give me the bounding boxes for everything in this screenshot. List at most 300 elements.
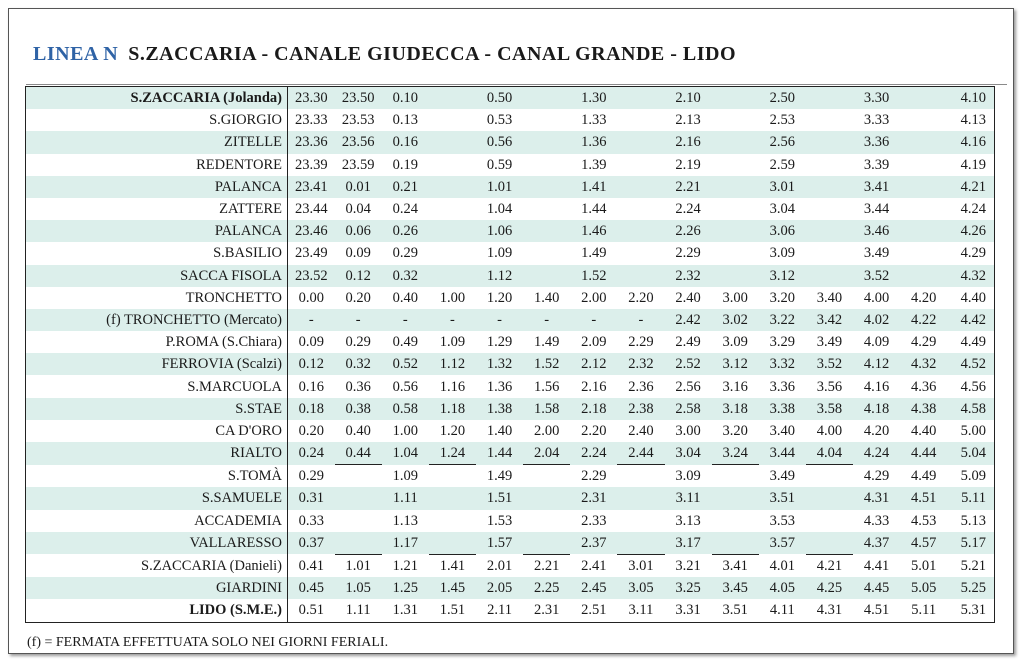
departure-time: [429, 154, 476, 176]
table-row: [26, 131, 995, 153]
departure-time: 0.24: [392, 201, 418, 218]
departure-time: 3.20: [722, 422, 748, 439]
departure-time: 5.31: [960, 602, 986, 619]
departure-time: [712, 198, 759, 220]
departure-time: 2.45: [570, 577, 617, 599]
departure-time: [429, 87, 476, 110]
departure-time: [429, 510, 476, 532]
departure-time: 3.24: [712, 442, 759, 465]
departure-time: 23.46: [288, 220, 335, 242]
departure-time: 5.04: [947, 442, 994, 465]
departure-time: 3.04: [769, 201, 795, 218]
table-row: [26, 287, 995, 309]
departure-time: 1.49: [534, 334, 560, 351]
departure-time: 3.12: [759, 265, 806, 287]
departure-time: 5.09: [960, 468, 986, 485]
departure-time: 4.40: [960, 289, 986, 306]
departure-time: 2.41: [581, 557, 607, 574]
departure-time: [335, 532, 382, 555]
departure-time: -: [476, 309, 523, 331]
departure-time: 3.44: [759, 442, 806, 465]
departure-time: 2.37: [570, 532, 617, 555]
departure-time: [523, 198, 570, 220]
route-name: S.ZACCARIA - CANALE GIUDECCA - CANAL GRANDE - LIDO: [128, 43, 737, 65]
departure-time: 3.56: [816, 378, 843, 395]
departure-time: 1.33: [581, 112, 607, 129]
departure-time: 1.11: [382, 487, 429, 509]
departure-time: 1.20: [439, 422, 466, 439]
departure-time: 2.38: [617, 398, 664, 420]
departure-time: 3.52: [853, 265, 900, 287]
departure-time: 1.40: [486, 422, 513, 439]
stop-name: S.BASILIO: [26, 242, 288, 264]
departure-time: 3.01: [628, 558, 654, 575]
departure-time: 0.50: [476, 87, 523, 110]
departure-time: 0.49: [392, 334, 418, 351]
departure-time: 4.56: [960, 378, 986, 395]
departure-time: [617, 109, 664, 131]
departure-time: [712, 532, 759, 555]
departure-time: 3.01: [759, 176, 806, 198]
departure-time: 23.39: [295, 156, 328, 173]
departure-time: 0.00: [298, 289, 324, 306]
departure-time: 5.00: [960, 422, 986, 439]
departure-time: 2.04: [523, 442, 570, 465]
departure-time: 3.58: [806, 398, 853, 420]
departure-time: 4.40: [911, 422, 937, 439]
departure-time: 2.32: [617, 353, 664, 375]
departure-time: 4.29: [960, 245, 986, 262]
departure-time: 1.39: [581, 156, 607, 173]
departure-time: 5.11: [911, 602, 937, 619]
departure-time: 2.13: [675, 112, 701, 129]
departure-time: 3.05: [617, 577, 664, 599]
departure-time: 0.16: [298, 378, 324, 395]
departure-time: 2.12: [570, 353, 617, 375]
table-row: [26, 265, 995, 287]
departure-time: [523, 242, 570, 264]
departure-time: [806, 109, 853, 131]
departure-time: [712, 487, 759, 509]
departure-time: 1.36: [570, 131, 617, 153]
departure-time: 1.49: [486, 468, 513, 485]
stop-name: ZATTERE: [26, 198, 288, 220]
departure-time: 4.49: [911, 468, 937, 485]
departure-time: [617, 532, 664, 555]
departure-time: 3.39: [863, 156, 890, 173]
departure-time: [523, 131, 570, 153]
departure-time: 23.49: [295, 245, 328, 262]
stop-name: S.GIORGIO: [26, 109, 288, 131]
departure-time: 1.00: [392, 422, 418, 439]
departure-time: 2.26: [665, 220, 712, 242]
departure-time: [523, 220, 570, 242]
departure-time: 4.22: [900, 309, 947, 331]
departure-time: 2.50: [759, 87, 806, 110]
stop-name: REDENTORE: [26, 154, 288, 176]
departure-time: 1.51: [476, 487, 523, 509]
table-row: [26, 577, 995, 599]
departure-time: 0.06: [335, 220, 382, 242]
departure-time: 4.53: [911, 512, 937, 529]
departure-time: 2.21: [665, 176, 712, 198]
departure-time: 0.59: [486, 156, 513, 173]
table-row: [26, 510, 995, 532]
departure-time: -: [570, 309, 617, 331]
departure-time: [806, 87, 853, 110]
departure-time: [806, 198, 853, 220]
departure-time: 3.51: [722, 602, 748, 619]
departure-time: [617, 242, 664, 264]
stop-name: (f) TRONCHETTO (Mercato): [26, 309, 288, 331]
departure-time: 0.56: [392, 378, 418, 395]
departure-time: 2.42: [665, 309, 712, 331]
departure-time: [617, 131, 664, 153]
departure-time: [806, 131, 853, 153]
departure-time: 1.58: [523, 398, 570, 420]
departure-time: [523, 154, 570, 176]
departure-time: 4.38: [900, 398, 947, 420]
departure-time: [900, 220, 947, 242]
departure-time: 3.52: [806, 353, 853, 375]
departure-time: 2.05: [476, 577, 523, 599]
departure-time: [523, 176, 570, 198]
departure-time: 1.09: [392, 468, 418, 485]
departure-time: [617, 154, 664, 176]
departure-time: 2.44: [617, 442, 664, 465]
departure-time: 3.20: [769, 289, 795, 306]
departure-time: 0.26: [382, 220, 429, 242]
stop-name: CA D'ORO: [26, 420, 288, 442]
departure-time: [806, 465, 853, 488]
departure-time: 0.40: [392, 289, 418, 306]
table-row: [26, 154, 995, 176]
table-row: [26, 554, 995, 577]
departure-time: 23.44: [295, 201, 328, 218]
departure-time: 0.37: [288, 532, 335, 555]
table-row: [26, 198, 995, 220]
departure-time: 3.45: [712, 577, 759, 599]
departure-time: [617, 176, 664, 198]
departure-time: [617, 487, 664, 509]
departure-time: 4.49: [960, 334, 986, 351]
departure-time: 3.32: [759, 353, 806, 375]
departure-time: [712, 176, 759, 198]
table-row: [26, 176, 995, 198]
departure-time: [523, 109, 570, 131]
departure-time: 3.36: [853, 131, 900, 153]
departure-time: 3.00: [675, 422, 701, 439]
departure-time: 2.40: [628, 422, 654, 439]
title-divider: [26, 84, 1007, 85]
departure-time: 0.20: [345, 289, 371, 306]
departure-time: 0.10: [382, 87, 429, 110]
stop-name: PALANCA: [26, 220, 288, 242]
departure-time: 4.21: [816, 558, 843, 575]
departure-time: 5.13: [960, 512, 986, 529]
departure-time: 3.49: [863, 245, 890, 262]
departure-time: 0.45: [288, 577, 335, 599]
departure-time: 3.09: [769, 245, 795, 262]
departure-time: 4.21: [947, 176, 994, 198]
departure-time: 1.40: [534, 289, 560, 306]
departure-time: [712, 109, 759, 131]
departure-time: 4.00: [863, 289, 890, 306]
departure-time: 0.51: [298, 602, 324, 619]
departure-time: 4.19: [960, 156, 986, 173]
departure-time: 4.58: [947, 398, 994, 420]
departure-time: [900, 131, 947, 153]
stop-name: GIARDINI: [26, 577, 288, 599]
departure-time: 3.57: [759, 532, 806, 555]
departure-time: 0.33: [298, 512, 324, 529]
departure-time: 0.01: [335, 176, 382, 198]
departure-time: 5.21: [960, 557, 986, 574]
departure-time: 2.20: [628, 289, 654, 306]
departure-time: 3.04: [665, 442, 712, 465]
departure-time: 1.38: [476, 398, 523, 420]
table-row: [26, 331, 995, 353]
departure-time: [900, 265, 947, 287]
departure-time: 1.31: [392, 602, 418, 619]
table-row: [26, 442, 995, 465]
departure-time: 1.56: [534, 378, 560, 395]
departure-time: -: [429, 309, 476, 331]
departure-time: 4.51: [863, 602, 890, 619]
departure-time: -: [617, 309, 664, 331]
table-row: [26, 420, 995, 442]
departure-time: 2.18: [570, 398, 617, 420]
stop-name: S.TOMÀ: [26, 465, 288, 488]
departure-time: 1.52: [523, 353, 570, 375]
departure-time: 23.30: [288, 87, 335, 110]
departure-time: [429, 176, 476, 198]
departure-time: 0.18: [288, 398, 335, 420]
departure-time: 2.56: [759, 131, 806, 153]
departure-time: 3.49: [816, 334, 843, 351]
departure-time: -: [288, 309, 335, 331]
departure-time: 1.06: [476, 220, 523, 242]
departure-time: 4.41: [863, 557, 890, 574]
departure-time: 4.33: [863, 512, 890, 529]
departure-time: 2.59: [769, 156, 795, 173]
departure-time: [429, 198, 476, 220]
departure-time: 4.36: [911, 378, 937, 395]
footnote: (f) = FERMATA EFFETTUATA SOLO NEI GIORNI FERIALI.: [27, 635, 389, 650]
departure-time: 4.29: [911, 334, 937, 351]
departure-time: 1.16: [439, 378, 466, 395]
stop-name: SACCA FISOLA: [26, 265, 288, 287]
departure-time: 1.46: [570, 220, 617, 242]
departure-time: 2.29: [581, 468, 607, 485]
departure-time: [429, 532, 476, 555]
departure-time: 0.19: [392, 156, 418, 173]
departure-time: 1.05: [335, 577, 382, 599]
stop-name: S.MARCUOLA: [26, 375, 288, 397]
departure-time: 0.56: [476, 131, 523, 153]
departure-time: 1.09: [439, 334, 466, 351]
departure-time: 3.13: [675, 512, 701, 529]
departure-time: [523, 532, 570, 555]
departure-time: [429, 465, 476, 488]
departure-time: 5.11: [947, 487, 994, 509]
departure-time: 23.41: [288, 176, 335, 198]
departure-time: [712, 154, 759, 176]
departure-time: -: [523, 309, 570, 331]
departure-time: 0.12: [288, 353, 335, 375]
departure-time: 4.29: [863, 468, 890, 485]
departure-time: 4.16: [947, 131, 994, 153]
departure-time: 0.38: [335, 398, 382, 420]
departure-time: 0.31: [288, 487, 335, 509]
departure-time: 4.00: [816, 422, 843, 439]
departure-time: 2.10: [665, 87, 712, 110]
departure-time: [617, 465, 664, 488]
timetable: [25, 86, 995, 623]
departure-time: 2.24: [675, 201, 701, 218]
stop-name: S.ZACCARIA (Danieli): [26, 554, 288, 577]
departure-time: 3.06: [759, 220, 806, 242]
departure-time: [806, 176, 853, 198]
departure-time: 0.12: [335, 265, 382, 287]
departure-time: 3.53: [769, 512, 795, 529]
departure-time: 2.56: [675, 378, 701, 395]
departure-time: 2.29: [628, 334, 654, 351]
departure-time: 23.50: [335, 87, 382, 110]
departure-time: 23.33: [295, 112, 328, 129]
departure-time: 1.17: [382, 532, 429, 555]
stop-name: P.ROMA (S.Chiara): [26, 331, 288, 353]
departure-time: 3.30: [853, 87, 900, 110]
departure-time: 4.16: [863, 378, 890, 395]
table-row: [26, 487, 995, 509]
departure-time: 2.00: [534, 422, 560, 439]
departure-time: 0.21: [382, 176, 429, 198]
departure-time: [523, 510, 570, 532]
stop-name: S.ZACCARIA (Jolanda): [26, 87, 288, 110]
departure-time: 4.26: [947, 220, 994, 242]
departure-time: [806, 487, 853, 509]
line-name: LINEA N: [33, 43, 119, 65]
departure-time: [429, 265, 476, 287]
departure-time: 4.44: [900, 442, 947, 465]
departure-time: 2.53: [769, 112, 795, 129]
departure-time: [712, 87, 759, 110]
departure-time: 1.01: [476, 176, 523, 198]
departure-time: 1.51: [439, 602, 466, 619]
table-row: [26, 599, 995, 622]
departure-time: [617, 265, 664, 287]
departure-time: 4.20: [863, 422, 890, 439]
departure-time: [806, 242, 853, 264]
departure-time: 3.18: [712, 398, 759, 420]
table-row: [26, 309, 995, 331]
departure-time: 0.13: [392, 112, 418, 129]
departure-time: 3.33: [863, 112, 890, 129]
departure-time: 2.52: [665, 353, 712, 375]
departure-time: 3.46: [853, 220, 900, 242]
departure-time: 4.18: [853, 398, 900, 420]
departure-time: 3.16: [722, 378, 748, 395]
departure-time: 3.17: [665, 532, 712, 555]
departure-time: 1.45: [429, 577, 476, 599]
departure-time: 1.29: [486, 334, 513, 351]
departure-time: 0.44: [335, 442, 382, 465]
departure-time: 4.05: [759, 577, 806, 599]
stop-name: LIDO (S.M.E.): [26, 599, 288, 622]
departure-time: 0.16: [382, 131, 429, 153]
departure-time: 3.40: [769, 422, 795, 439]
departure-time: 4.20: [911, 289, 937, 306]
departure-time: 0.41: [298, 557, 324, 574]
departure-time: 3.42: [806, 309, 853, 331]
departure-time: 23.53: [341, 112, 375, 129]
departure-time: 3.49: [769, 468, 795, 485]
departure-time: 4.32: [900, 353, 947, 375]
departure-time: [900, 198, 947, 220]
departure-time: 1.21: [392, 557, 418, 574]
table-row: [26, 242, 995, 264]
departure-time: 2.33: [581, 512, 607, 529]
departure-time: 2.19: [675, 156, 701, 173]
departure-time: 4.11: [769, 602, 795, 619]
departure-time: 3.40: [816, 289, 843, 306]
departure-time: [712, 131, 759, 153]
departure-time: 1.41: [570, 176, 617, 198]
table-row: [26, 87, 995, 110]
departure-time: 2.24: [570, 442, 617, 465]
departure-time: 0.58: [382, 398, 429, 420]
departure-time: [806, 220, 853, 242]
departure-time: 3.36: [769, 378, 795, 395]
departure-time: 0.53: [486, 112, 513, 129]
departure-time: [806, 265, 853, 287]
departure-time: 4.09: [863, 334, 890, 351]
departure-time: [523, 465, 570, 488]
departure-time: 3.12: [712, 353, 759, 375]
departure-time: 2.58: [665, 398, 712, 420]
departure-time: 2.32: [665, 265, 712, 287]
departure-time: 2.51: [581, 602, 607, 619]
departure-time: 4.42: [947, 309, 994, 331]
departure-time: [523, 265, 570, 287]
departure-time: 4.45: [853, 577, 900, 599]
departure-time: 4.25: [806, 577, 853, 599]
stop-name: PALANCA: [26, 176, 288, 198]
departure-time: [429, 109, 476, 131]
departure-time: 3.51: [759, 487, 806, 509]
departure-time: 1.41: [439, 558, 466, 575]
departure-time: 4.52: [947, 353, 994, 375]
departure-time: 1.00: [439, 289, 466, 306]
table-row: [26, 398, 995, 420]
departure-time: [806, 510, 853, 532]
departure-time: 1.09: [486, 245, 513, 262]
departure-time: [900, 154, 947, 176]
departure-time: 5.25: [947, 577, 994, 599]
departure-time: -: [335, 309, 382, 331]
departure-time: 3.31: [675, 602, 701, 619]
departure-time: 3.02: [712, 309, 759, 331]
departure-time: 0.24: [288, 442, 335, 465]
departure-time: [429, 220, 476, 242]
table-row: [26, 532, 995, 555]
departure-time: 3.11: [665, 487, 712, 509]
departure-time: 1.24: [429, 442, 476, 465]
departure-time: 4.24: [853, 442, 900, 465]
departure-time: 23.36: [288, 131, 335, 153]
departure-time: 0.20: [298, 422, 324, 439]
